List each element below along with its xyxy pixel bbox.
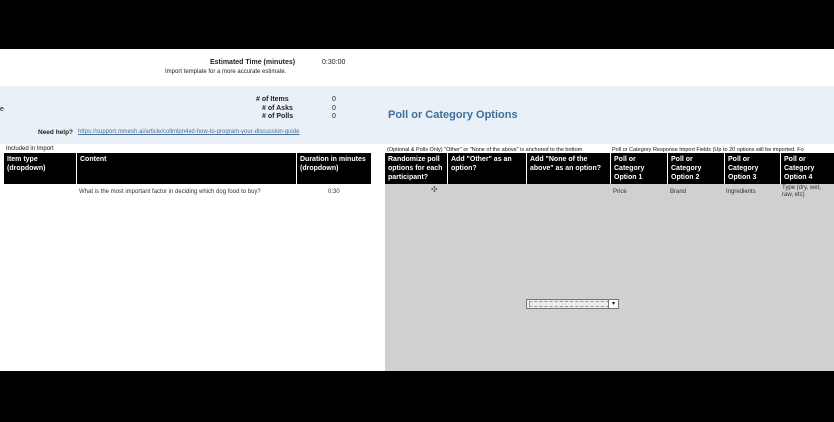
response-fields-caption: Poll or Category Response Import Fields (Up to 20 options will be imported. Fo (612, 147, 804, 153)
col-item-type[interactable] (4, 153, 76, 184)
col-duration[interactable] (297, 153, 371, 184)
col-add-other-label: Add "Other" as an option? (451, 156, 512, 172)
col-option-1[interactable] (611, 153, 667, 184)
col-add-none[interactable] (527, 153, 610, 184)
col-item-type-label: Item type (dropdown) (7, 156, 46, 172)
col-add-other[interactable] (448, 153, 526, 184)
estimate-note: Import template for a more accurate estimate. (165, 69, 287, 75)
col-randomize-label: Randomize poll options for each participant? (388, 156, 443, 181)
col-content-label: Content (80, 156, 107, 163)
unused-cells-area (385, 183, 834, 371)
polls-count-value: 0 (332, 113, 336, 120)
col-content[interactable] (77, 153, 296, 184)
optional-caption: (Optional & Polls Only) "Other" or "None of the above" is anchored to the bottom (387, 147, 583, 153)
asks-count-label: # of Asks (262, 105, 293, 112)
col-option-3-label: Poll or Category Option 3 (728, 156, 759, 181)
option-3-cell[interactable]: Ingredients (726, 189, 756, 195)
cell-dropdown[interactable] (526, 299, 619, 309)
asks-count-value: 0 (332, 105, 336, 112)
col-option-4[interactable] (781, 153, 834, 184)
band-edge-marker: e (0, 106, 4, 113)
col-randomize[interactable] (385, 153, 447, 184)
option-4-cell[interactable]: Type (dry, wet, raw, etc) (782, 185, 821, 198)
items-count-label: # of Items (256, 96, 289, 103)
col-option-4-label: Poll or Category Option 4 (784, 156, 815, 181)
help-link[interactable]: https://support.mmesh.ai/article/collmlpn4xd-how-to-program-your-discussion-guide (78, 129, 300, 135)
col-duration-label: Duration in minutes (dropdown) (300, 156, 366, 172)
items-count-value: 0 (332, 96, 336, 103)
chevron-down-icon[interactable]: ▾ (608, 300, 618, 308)
polls-count-label: # of Polls (262, 113, 294, 120)
col-option-2-label: Poll or Category Option 2 (671, 156, 702, 181)
import-caption: Included in Import (6, 146, 54, 152)
option-1-cell[interactable]: Price (613, 189, 627, 195)
estimate-label: Estimated Time (minutes) (210, 59, 296, 66)
poll-options-title: Poll or Category Options (388, 109, 518, 121)
col-option-2[interactable] (668, 153, 724, 184)
cell-cursor-icon: ✣ (431, 185, 438, 194)
col-option-1-label: Poll or Category Option 1 (614, 156, 645, 181)
row-content-cell[interactable]: What is the most important factor in deciding which dog food to buy? (79, 189, 261, 195)
col-option-3[interactable] (725, 153, 780, 184)
dropdown-value-box (529, 301, 609, 307)
row-duration-cell[interactable]: 0:30 (328, 189, 340, 195)
option-2-cell[interactable]: Brand (670, 189, 687, 195)
need-help-label: Need help? (38, 129, 74, 136)
estimate-value: 0:30:00 (322, 59, 346, 66)
col-add-none-label: Add "None of the above" as an option? (530, 156, 601, 172)
spreadsheet (0, 49, 834, 371)
